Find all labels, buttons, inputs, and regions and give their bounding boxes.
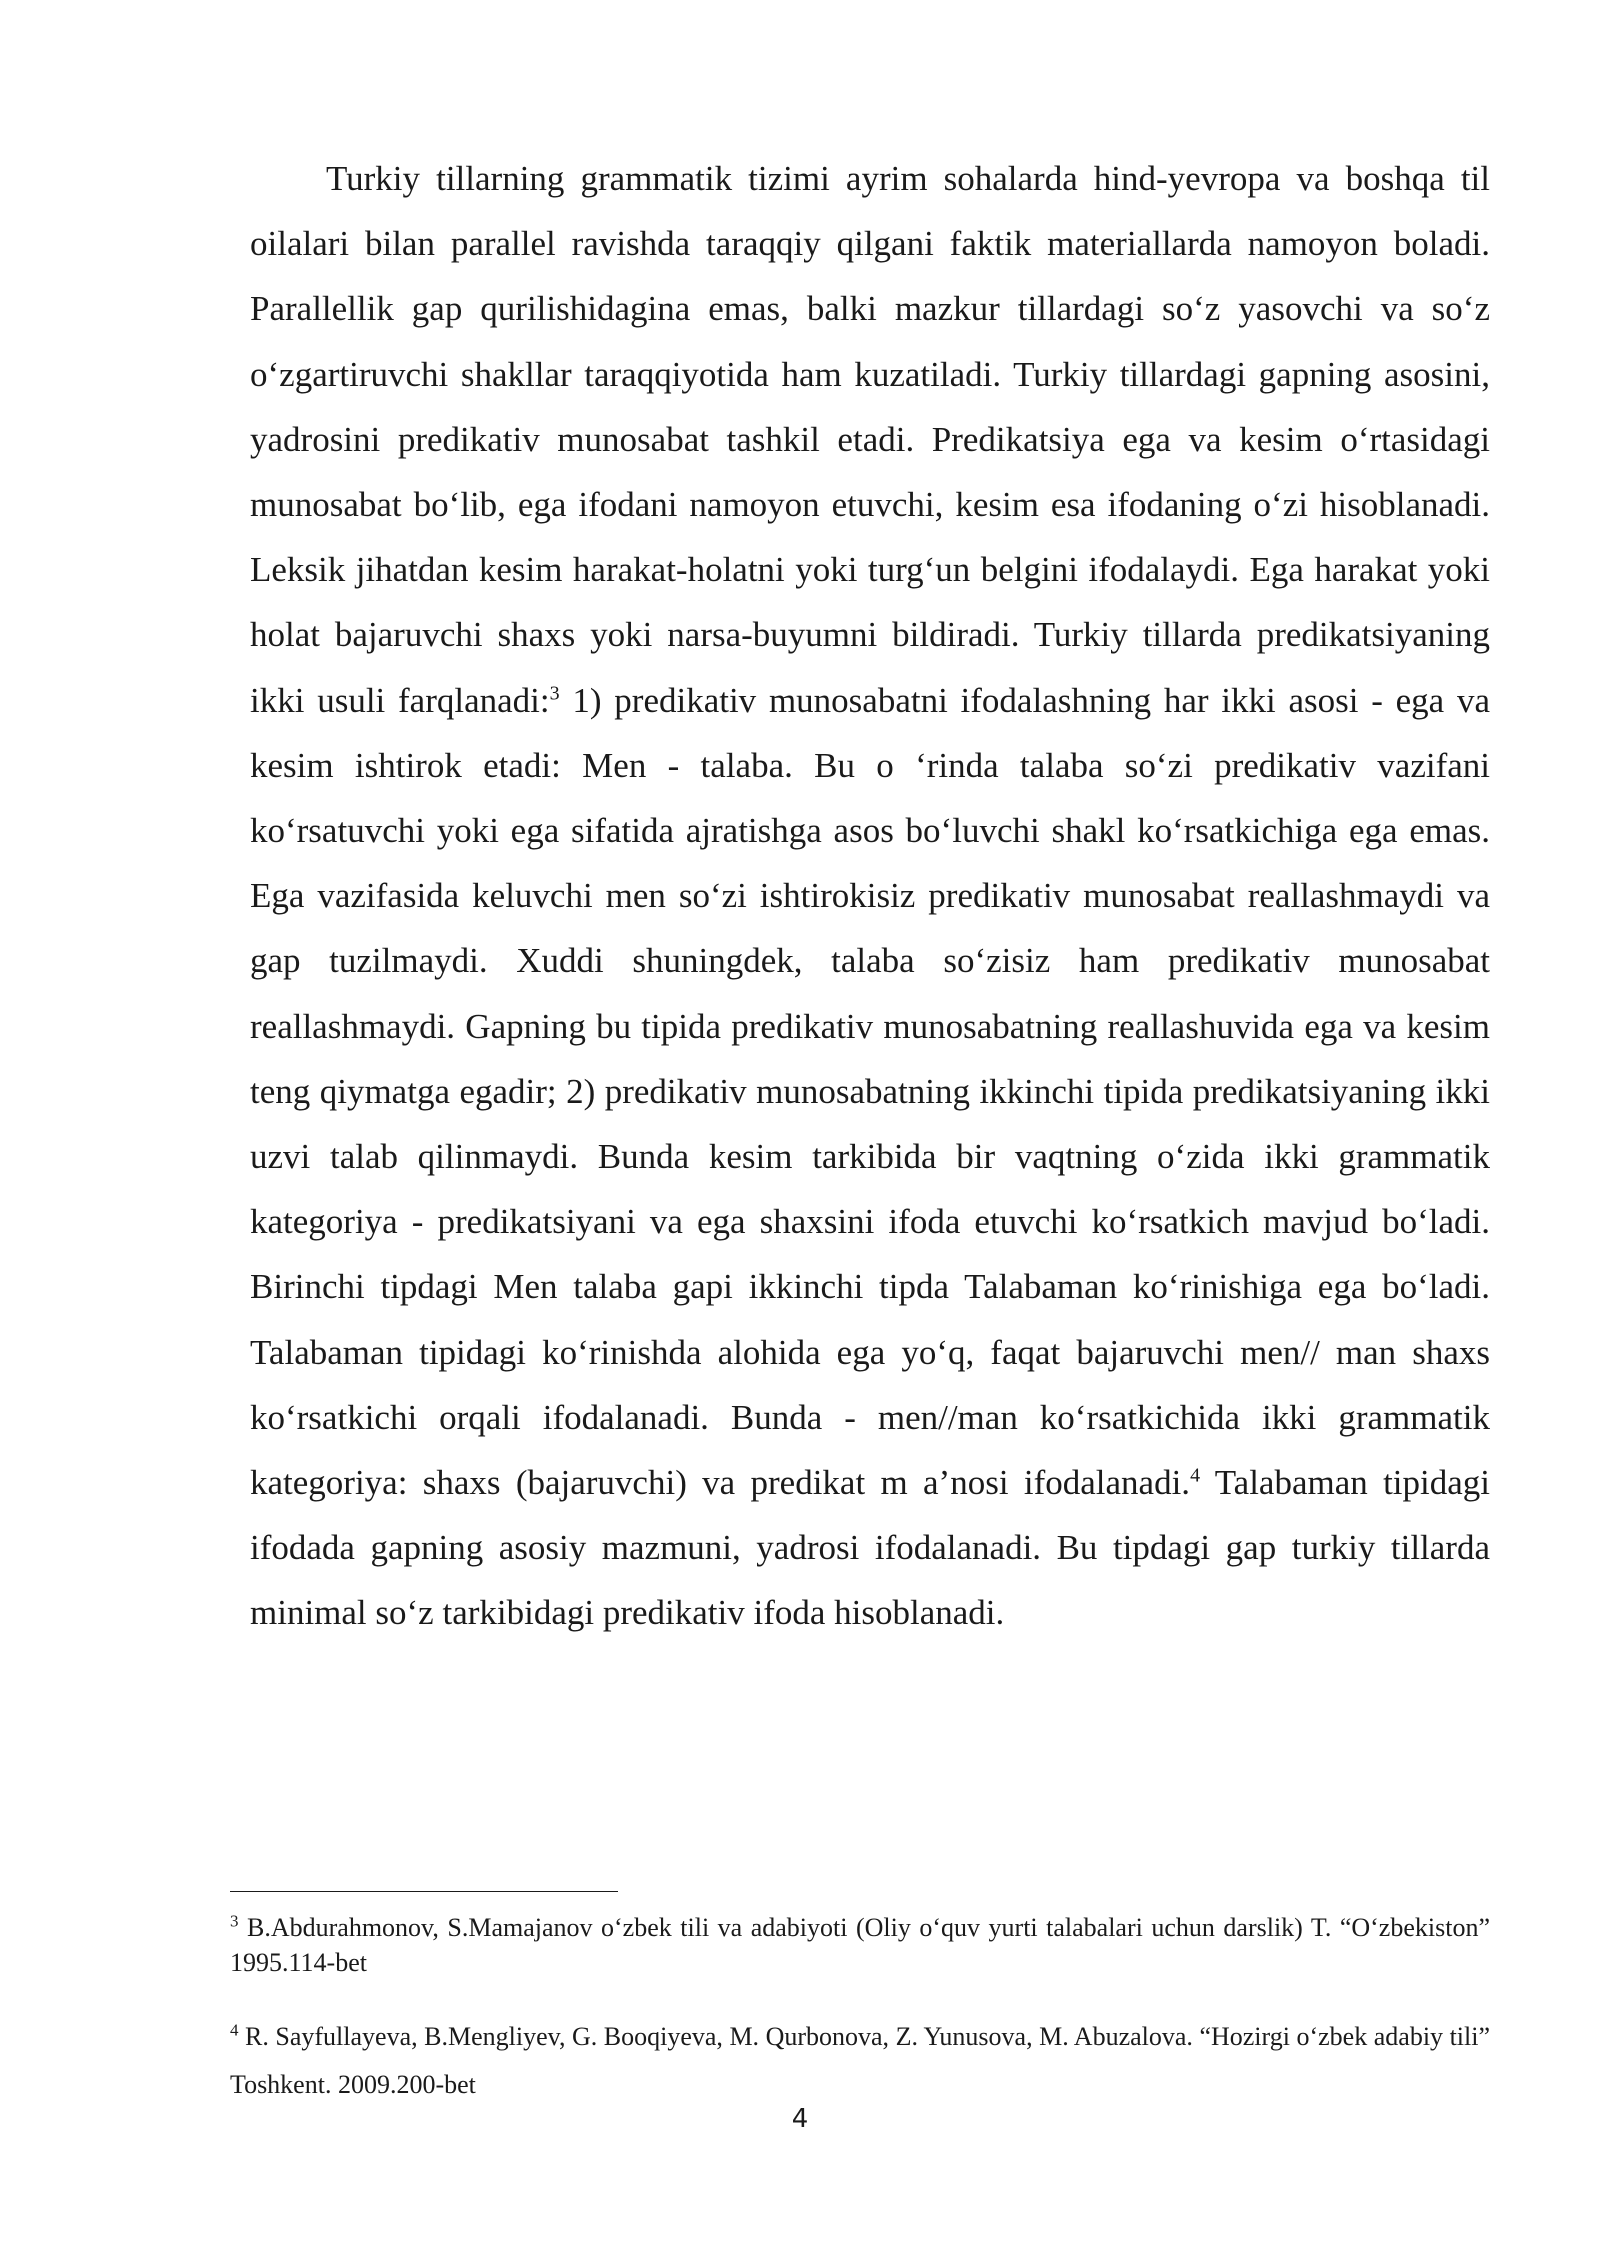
footnote-3-text: B.Abdurahmonov, S.Mamajanov o‘zbek tili va adabiyoti (Oliy o‘quv yurti talabalari uchun darslik) T. “O‘zbekiston” 1995.114-bet (230, 1913, 1490, 1977)
footnote-3 (230, 1910, 1490, 1980)
body-paragraph (250, 146, 1490, 1646)
paragraph-part-3: Talabaman tipidagi ifodada gapning asosiy mazmuni, yadrosi ifodalanadi. Bu tipdagi gap turkiy tillarda minimal so‘z tarkibidagi predikativ ifoda hisoblanadi. (250, 1463, 1491, 1633)
paragraph-part-2: 1) predikativ munosabatni ifodalashning har ikki asosi - ega va kesim ishtirok etadi: Men - talaba. Bu o ‘rinda talaba so‘zi predikativ vazifani ko‘rsatuvchi yoki ega sifatida ajratishga asos bo‘luvchi shakl ko‘rsatkichiga ega emas. Ega vazifasida keluvchi men so‘zi ishtirokisiz predikativ munosabat reallashmaydi va gap tuzilmaydi. Xuddi shuningdek, talaba so‘zisiz ham predikativ munosabat reallashmaydi. Gapning bu tipida predikativ munosabatning reallashuvida ega va kesim teng qiymatga egadir; 2) predikativ munosabatning ikkinchi tipida predikatsiyaning ikki uzvi talab qilinmaydi. Bunda kesim tarkibida bir vaqtning o‘zida ikki grammatik kategoriya - predikatsiyani va ega shaxsini ifoda etuvchi ko‘rsatkich mavjud bo‘ladi. Birinchi tipdagi Men talaba gapi ikkinchi tipda Talabaman ko‘rinishiga ega bo‘ladi. Talabaman tipidagi ko‘rinishda alohida ega yo‘q, faqat bajaruvchi men// man shaxs ko‘rsatkichi orqali ifodalanadi. Bunda - men//man ko‘rsatkichida ikki grammatik kategoriya: shaxs (bajaruvchi) va predikat m a’nosi ifodalanadi. (250, 680, 1490, 1503)
footnote-ref-4: 4 (1190, 1464, 1201, 1487)
footnote-3-number: 3 (230, 1911, 239, 1931)
page-number: 4 (791, 2104, 809, 2134)
paragraph-text (250, 146, 1490, 1646)
footnote-ref-3: 3 (549, 681, 560, 704)
footnote-separator (230, 1891, 618, 1892)
footnote-4 (230, 2013, 1490, 2109)
footnote-4-number: 4 (230, 2020, 239, 2040)
paragraph-part-1: Turkiy tillarning grammatik tizimi ayrim sohalarda hind-yevropa va boshqa til oilalari bilan parallel ravishda taraqqiy qilgani faktik materiallarda namoyon boladi. Parallellik gap qurilishidagina emas, balki mazkur tillardagi so‘z yasovchi va so‘z o‘zgartiruvchi shakllar taraqqiyotida ham kuzatiladi. Turkiy tillardagi gapning asosini, yadrosini predikativ munosabat tashkil etadi. Predikatsiya ega va kesim o‘rtasidagi munosabat bo‘lib, ega ifodani namoyon etuvchi, kesim esa ifodaning o‘zi hisoblanadi. Leksik jihatdan kesim harakat-holatni yoki turg‘un belgini ifodalaydi. Ega harakat yoki holat bajaruvchi shaxs yoki narsa-buyumni bildiradi. Turkiy tillarda predikatsiyaning ikki usuli farqlanadi: (250, 159, 1490, 720)
footnote-4-text: R. Sayfullayeva, B.Mengliyev, G. Booqiyeva, M. Qurbonova, Z. Yunusova, M. Abuzalova. “Hozirgi o‘zbek adabiy tili” Toshkent. 2009.200-bet (230, 2022, 1490, 2099)
